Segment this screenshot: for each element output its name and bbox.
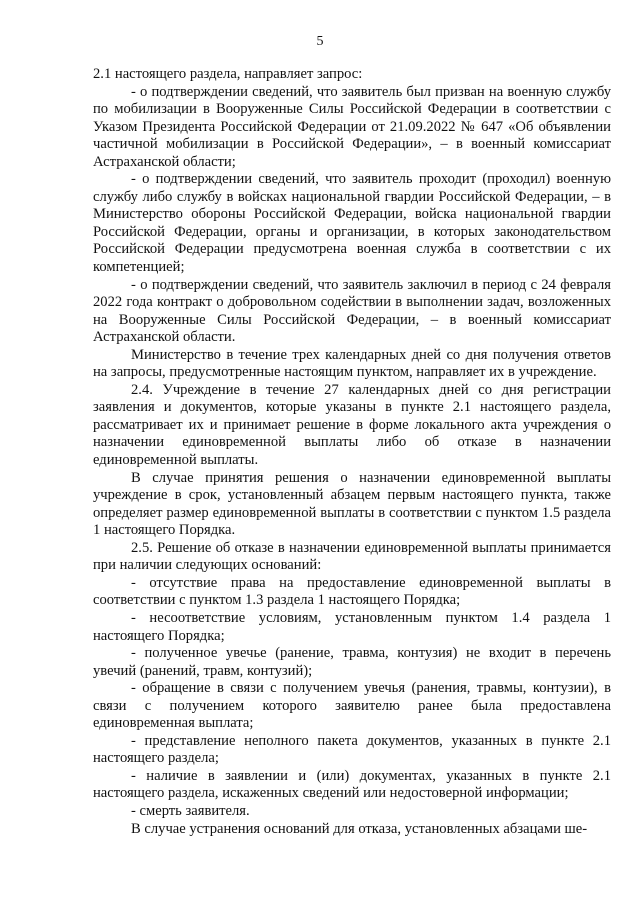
paragraph: - о подтверждении сведений, что заявитель проходит (проходил) военную службу либо службу в войсках национальной гвардии Российской Федерации, – в Министерство обороны Российской Федерации, войска национальной гвардии Российской Федерации, органы и организации, в которых законодательством Российской Федерации предусмотрена военная служба в соответствии с их компетенцией; [93, 171, 611, 276]
paragraph: - представление неполного пакета документов, указанных в пункте 2.1 настоящего раздела; [93, 732, 611, 767]
page-number: 5 [316, 34, 324, 49]
paragraph: 2.1 настоящего раздела, направляет запрос: [93, 66, 363, 82]
paragraph: - обращение в связи с получением увечья (ранения, травмы, контузии), в связи с получением которого заявителю ранее была предоставлена единовременная выплата; [93, 680, 611, 732]
paragraph: 2.4. Учреждение в течение 27 календарных дней со дня регистрации заявления и документов, которые указаны в пункте 2.1 настоящего раздела, рассматривает их и принимает решение в форме локального акта учреждения о назначении единовременной выплаты либо об отказе в назначении единовременной выплаты. [93, 381, 611, 469]
paragraph: В случае принятия решения о назначении единовременной выплаты учреждение в срок, установленный абзацем первым настоящего пункта, также определяет размер единовременной выплаты в соответствии с пунктом 1.5 раздела 1 настоящего Порядка. [93, 469, 611, 539]
paragraph: - наличие в заявлении и (или) документах, указанных в пункте 2.1 настоящего раздела, искаженных сведений или недостоверной информации; [93, 767, 611, 802]
paragraph: - смерть заявителя. [131, 802, 250, 819]
paragraph: Министерство в течение трех календарных дней со дня получения ответов на запросы, предусмотренные настоящим пунктом, направляет их в учреждение. [93, 346, 611, 381]
paragraph: - отсутствие права на предоставление единовременной выплаты в соответствии с пунктом 1.3 раздела 1 настоящего Порядка; [93, 574, 611, 609]
document-body [93, 66, 611, 838]
paragraph: - о подтверждении сведений, что заявитель был призван на военную службу по мобилизации в Вооруженные Силы Российской Федерации в соответствии с Указом Президента Российской Федерации от 21.09.2022 № 647 «Об объявлении частичной мобилизации в Российской Федерации», – в военный комиссариат Астраханской области; [93, 83, 611, 170]
paragraph: В случае устранения оснований для отказа, установленных абзацами ше- [131, 820, 588, 837]
paragraph: - несоответствие условиям, установленным пунктом 1.4 раздела 1 настоящего Порядка; [93, 609, 611, 644]
paragraph: 2.5. Решение об отказе в назначении единовременной выплаты принимается при наличии следующих оснований: [93, 539, 611, 574]
paragraph: - полученное увечье (ранение, травма, контузия) не входит в перечень увечий (ранений, травм, контузий); [93, 645, 611, 679]
paragraph: - о подтверждении сведений, что заявитель заключил в период с 24 февраля 2022 года контракт о добровольном содействии в выполнении задач, возложенных на Вооруженные Силы Российской Федерации, – в военный комиссариат Астраханской области. [93, 276, 611, 346]
